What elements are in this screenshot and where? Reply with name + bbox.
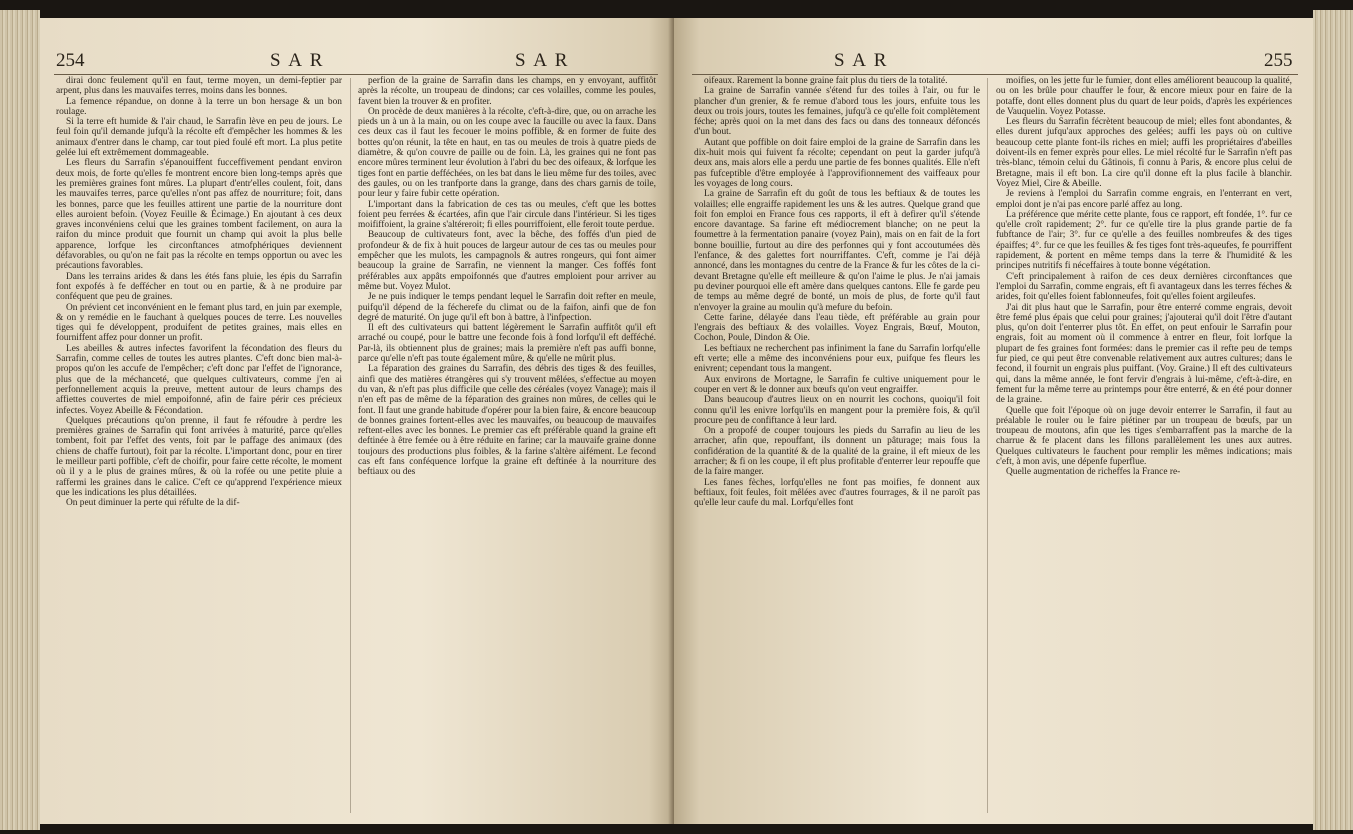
paragraph: La féparation des graines du Sarrafin, des débris des tiges & des feuilles, ainfi que des matières étrangères qui s'y trouvent mêlées, s'effectue au moyen du van, & n'eft pas plus difficile que celle des céréales (voyez Vanage); mais il n'en eft pas de même de la féparation des graines non mûres, de celles qui le font. Il faut une grande habitude d'opérer pour la bien faire, & encore beaucoup de bonnes graines fortent-elles avec les mauvaifes, ou beaucoup de mauvaifes reftent-elles avec les bonnes. Le premier cas eft préférable quand la graine eft deftinée à être femée ou à être réduite en farine; car la mauvaife graine donne toujours des productions plus foibles, & la farine s'altère aifément. Le fecond cas eft fans conféquence lorfque la graine eft deftinée à la nourriture des beftiaux ou des	[358, 364, 656, 478]
paragraph: Cette farine, délayée dans l'eau tiède, eft préférable au grain pour l'engrais des beftiaux & des volailles. Voyez Engrais, Bœuf, Mouton, Cochon, Poule, Dindon & Oie.	[694, 312, 980, 344]
header-rule-left	[54, 74, 658, 75]
paragraph: moifies, on les jette fur le fumier, dont elles améliorent beaucoup la qualité, ou on les brûle pour chauffer le four, & encore mieux pour en faire de la potaffe, dont elles donnent plus du quart de leur poids, d'après les expériences de Vauquelin. Voyez Potasse.	[996, 76, 1292, 117]
running-head-right: S A R	[834, 50, 889, 71]
paragraph: On procède de deux manières à la récolte, c'eft-à-dire, que, ou on arrache les pieds un à un à la main, ou on les coupe avec la faucille ou avec la faux. Dans ces deux cas il faut les fecouer le moins poffible, & en former de fuite des bottes qu'on réunit, la tête en haut, en tas ou meules de trois à quatre pieds de diamètre, & qu'on couvre de paille ou de foin. Là, les graines qui ne font pas encore mûres terminent leur évolution à l'abri du bec des oifeaux, & lorfque les tiges font en partie defféchées, on les bat dans le lieu même fur des toiles, avec des gaules, ou on les tranfporte dans la grange, dans des chars garnis de toile, pour leur y faire fubir cette opération.	[358, 106, 656, 200]
text-column-2	[358, 76, 656, 478]
page-edges-right	[1313, 10, 1353, 830]
paragraph: Beaucoup de cultivateurs font, avec la bêche, des foffés d'un pied de profondeur & de fix à huit pouces de largeur autour de ces tas ou meules pour empêcher que les mulots, les campagnols & autres rongeurs, qui font aimer beaucoup la graine de Sarrafin, ne viennent la manger. Ces foffés font préférables aux appâts empoifonnés que d'autres emploient pour arriver au même but. Voyez Mulot.	[358, 230, 656, 292]
paragraph: dirai donc feulement qu'il en faut, terme moyen, un demi-feptier par arpent, plus dans les mauvaifes terres, moins dans les bonnes.	[56, 76, 342, 97]
right-page	[674, 18, 1313, 824]
running-head-left: S A R	[270, 50, 325, 71]
paragraph: Quelques précautions qu'on prenne, il faut fe réfoudre à perdre les premières graines de Sarrafin qui font arrivées à maturité, parce qu'elles tombent, foit par l'effet des vents, foit par le paffage des animaux (des chiens de chaffe furtout), foit par la récolte. L'important donc, pour en tirer le meilleur parti poffible, c'eft de choifir, pour faire cette récolte, le moment où il y a le plus de graines mûres, & où la rofée ou une petite pluie a raffermi les graines dans le calice. C'eft ce qu'apprend l'expérience mieux que les indications les plus détaillées.	[56, 415, 342, 498]
column-divider-right	[987, 78, 988, 813]
paragraph: Les fanes fèches, lorfqu'elles ne font pas moifies, fe donnent aux beftiaux, foit feules, foit mêlées avec d'autres fourrages, & il ne paroît pas qu'elle leur caufe du mal. Lorfqu'elles font	[694, 477, 980, 509]
paragraph: Si la terre eft humide & l'air chaud, le Sarrafin lève en peu de jours. Le feul foin qu'il demande jufqu'à la récolte eft d'empêcher les hommes & les animaux d'entrer dans le champ, car tout pied foulé eft mort. La plus petite gelée lui eft extrêmement dommageable.	[56, 117, 342, 159]
left-page	[40, 18, 674, 824]
paragraph: Je ne puis indiquer le temps pendant lequel le Sarrafin doit refter en meule, puifqu'il dépend de la fécherefe du climat ou de la faifon, ainfi que de fon degré de maturité. On juge qu'il eft bon à battre, à l'infpection.	[358, 292, 656, 323]
paragraph: L'important dans la fabrication de ces tas ou meules, c'eft que les bottes foient peu ferrées & écartées, afin que l'air circule dans l'intérieur. Si les tiges moififfoient, la graine s'altéreroit; fi elles pourriffoient, elle feroit toute perdue.	[358, 199, 656, 231]
running-head-left-center: S A R	[515, 50, 570, 71]
paragraph: Dans beaucoup d'autres lieux on en nourrit les cochons, quoiqu'il foit connu qu'il les enivre lorfqu'ils en mangent pour la première fois, & qu'il procure peu de confiftance à leur lard.	[694, 395, 980, 426]
paragraph: On peut diminuer la perte qui réfulte de la dif-	[66, 498, 240, 509]
paragraph: perfion de la graine de Sarrafin dans les champs, en y envoyant, auffitôt après la récolte, un troupeau de dindons; car ces volailles, comme les poules, favent bien la trouver & en profiter.	[358, 76, 656, 107]
text-column-3	[694, 76, 980, 508]
paragraph: Dans les terrains arides & dans les étés fans pluie, les épis du Sarrafin font expofés à fe deffécher en tout ou en partie, & à ne produire par conféquent que peu de graines.	[56, 271, 342, 303]
page-number-right: 255	[1264, 50, 1293, 71]
paragraph: La graine de Sarrafin eft du goût de tous les beftiaux & de toutes les volailles; elle engraiffe rapidement les uns & les autres. Quelque grand que foit fon emploi en France fous ces rapports, il eft à defirer qu'il s'étende encore davantage. Sa farine eft médiocrement blanche; on ne peut la foumettre à la fermentation panaire (voyez Pain), mais on en fait de la fort bonne bouillie, furtout au dire des perfonnes qui y font accoutumées dès l'enfance, & des galettes fort nourriffantes. C'eft, comme je l'ai déjà annoncé, dans les montagnes du centre de la France & fur les côtes de la ci-devant Bretagne qu'elle eft meilleure & qu'on l'aime le plus. Je n'ai jamais pu deviner pourquoi elle eft amère dans quelques cantons. Elle fe garde peu de temps au même degré de bonté, un mois de plus, de forte qu'il faut n'envoyer la graine au moulin qu'à mefure du befoin.	[694, 189, 980, 313]
column-divider-left	[350, 78, 351, 813]
paragraph: Aux environs de Mortagne, le Sarrafin fe cultive uniquement pour le couper en vert & le donner aux bœufs qu'on veut engraiffer.	[694, 374, 980, 395]
paragraph: oifeaux. Rarement la bonne graine fait plus du tiers de la totalité.	[704, 76, 948, 86]
page-number-left: 254	[56, 50, 85, 71]
paragraph: Les fleurs du Sarrafin fécrètent beaucoup de miel; elles font abondantes, & elles durent jufqu'aux approches des gelées; auffi les pays où on cultive beaucoup cette plante font-ils riches en miel; auffi les propriétaires d'abeilles doivent-ils en femer exprès pour elles. Le miel récolté fur le Sarrafin n'eft pas très-blanc, témoin celui du Gâtinois, fi connu à Paris, & encore plus celui de Bretagne, mais il eft bon. La cire qu'il donne eft la plus facile à blanchir. Voyez Miel, Cire & Abeille.	[996, 117, 1292, 189]
paragraph: C'eft principalement à raifon de ces deux dernières circonftances que l'emploi du Sarrafin, comme engrais, eft fi avantageux dans les terres féches & arides, foit qu'elles foient fablonneufes, foit qu'elles foient argileufes.	[996, 271, 1292, 303]
paragraph: Je reviens à l'emploi du Sarrafin comme engrais, en l'enterrant en vert, emploi dont je n'ai pas encore parlé affez au long.	[996, 189, 1292, 210]
paragraph: J'ai dit plus haut que le Sarrafin, pour être enterré comme engrais, devoit être femé plus épais que celui pour graines; j'ajouterai qu'il doit l'être d'autant plus, qu'on doit l'enterrer plus tôt. En effet, on peut enfouir le Sarrafin pour engrais, foit au moment où il commence à entrer en fleur, foit lorfque la plupart de fes graines font formées: dans le premier cas il refte peu de temps fur pied, ce qui peut être convenable relativement aux autres cultures; dans le fecond, il fournit un engrais plus puiffant. (Voy. Graine.) Il eft des cultivateurs qui, dans la même année, le font fervir d'engrais à lui-même, c'eft-à-dire, en fement fur la même terre au printemps pour être enterré, & en été pour donner de la graine.	[996, 302, 1292, 406]
paragraph: Quelle augmentation de richeffes la France re-	[1006, 467, 1181, 478]
text-column-4	[996, 76, 1292, 478]
paragraph: Les fleurs du Sarrafin s'épanouiffent fucceffivement pendant environ deux mois, de forte qu'elles fe montrent encore bien long-temps après que les premières graines font mûres. La plupart d'entr'elles coulent, foit, dans les mauvaifes terres, parce qu'elles n'ont pas affez de nourriture; foit, dans les bonnes, parce que les feuilles attirent une partie de la nourriture dont elles auroient befoin. (Voyez Feuille & Écimage.) En ajoutant à ces deux graves inconvéniens celui que les graines tombent facilement, on aura la raifon du mince produit que fournit un champ qui avoit la plus belle apparence, lorfque les circonftances atmofphériques deviennent défavorables, ou qu'on ne fait pas la récolte en temps opportun ou avec les précautions favorables.	[56, 158, 342, 272]
paragraph: La graine de Sarrafin vannée s'étend fur des toiles à l'air, ou fur le plancher d'un grenier, & fe remue d'abord tous les jours, enfuite tous les deux ou trois jours, toutes les femaines, jufqu'à ce qu'elle foit complètement féche; après quoi on la met dans des facs ou dans des tonneaux défoncés d'un bout.	[694, 86, 980, 138]
header-rule-right	[692, 74, 1298, 75]
page-edges-left	[0, 10, 40, 830]
paragraph: Il eft des cultivateurs qui battent légèrement le Sarrafin auffitôt qu'il eft arraché ou coupé, pour le battre une feconde fois à fond lorfqu'il eft defféché. Par-là, ils obtiennent plus de graines; mais la première n'eft pas auffi bonne, parce qu'elle n'eft pas toute également mûre, & qu'elle ne mûrit plus.	[358, 323, 656, 365]
paragraph: On a propofé de couper toujours les pieds du Sarrafin au lieu de les arracher, afin que, repouffant, ils donnent un pâturage; mais fous la confidération de la quantité & de la qualité de la graine, il eft mieux de les arracher; & fi on les coupe, il eft plus profitable d'enterrer leur repouffe que de la faire manger.	[694, 426, 980, 478]
paragraph: Autant que poffible on doit faire emploi de la graine de Sarrafin dans les dix-huit mois qui fuivent fa récolte; cependant on peut la garder jufqu'à deux ans, mais alors elle a perdu une partie de fes bonnes qualités. Elle n'eft pas fufceptible d'être employée à l'approvifionnement des vaiffeaux pour les voyages de long cours.	[694, 137, 980, 189]
paragraph: Quelle que foit l'époque où on juge devoir enterrer le Sarrafin, il faut au préalable le rouler ou le faire piétiner par un troupeau de bœufs, par un troupeau de moutons, afin que les tiges s'embarraffent pas la marche de la charrue & fe placent dans les fillons parallèlement les unes aux autres. Quelques cultivateurs le fauchent pour remplir les mêmes indications; mais c'eft, à mon avis, une dépenfe fuperflue.	[996, 405, 1292, 467]
paragraph: On prévient cet inconvénient en le femant plus tard, en juin par exemple, & on y remédie en le fauchant à quelques pouces de terre. Les nouvelles tiges qui fe développent, produifent de petites graines, mais elles en fourniffent affez pour donner un profit.	[56, 302, 342, 344]
paragraph: Les beftiaux ne recherchent pas infiniment la fane du Sarrafin lorfqu'elle eft verte; elle a même des inconvéniens pour eux, puifque fes fleurs les enivrent; cependant tous la mangent.	[694, 343, 980, 375]
text-column-1	[56, 76, 342, 508]
paragraph: La préférence que mérite cette plante, fous ce rapport, eft fondée, 1°. fur ce qu'elle croît rapidement; 2°. fur ce qu'elle tire la plus grande partie de fa fubftance de l'air; 3°. fur ce qu'elle a des feuilles nombreufes & des tiges épaiffes; 4°. fur ce que les feuilles & fes tiges font très-aqueufes, fe pourriffent rapidement, & portent en même temps dans la terre & l'humidité & les principes nutritifs fi néceffaires à toute bonne végétation.	[996, 209, 1292, 272]
paragraph: Les abeilles & autres infectes favorifent la fécondation des fleurs du Sarrafin, comme celles de toutes les autres plantes. C'eft donc bien mal-à-propos qu'on les accufe de l'empêcher; c'eft donc par l'effet de l'ignorance, plus que de la méchanceté, que quelques cultivateurs, comme j'en ai perfonnellement acquis la preuve, mettent autour de leurs champs des affiettes couvertes de miel empoifonné, afin de faire périr ces précieux infectes. Voyez Abeille & Fécondation.	[56, 343, 342, 416]
paragraph: La femence répandue, on donne à la terre un bon hersage & un bon roulage.	[56, 96, 342, 117]
